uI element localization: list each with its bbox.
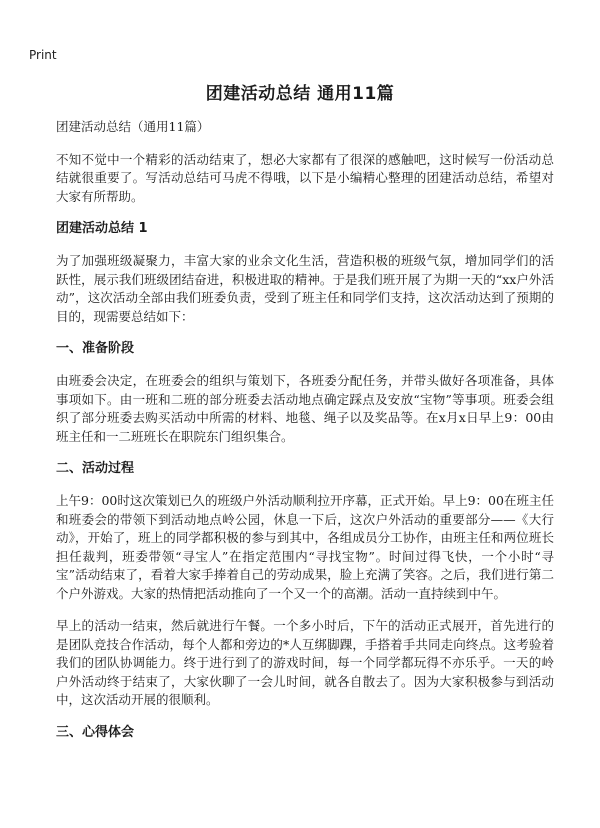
print-link[interactable]: Print — [29, 48, 57, 62]
process-paragraph-morning: 上午9：00时这次策划已久的班级户外活动顺利拉开序幕，正式开始。早上9：00在班主任和班委会的带领下到活动地点岭公园，休息一下后，这次户外活动的重要部分——《大行动》，开始了，班上的同学都积极的参与到其中，各组成员分工协作，由班主任和两位班长担任裁判，班委带领“寻宝人”在指定范围内“寻找宝物”。时间过得飞快，一个小时“寻宝”活动结束了，看着大家手捧着自己的劳动成果，脸上充满了笑容。之后，我们进行第二个户外游戏。大家的热情把活动推向了一个又一个的高潮。活动一直持续到中午。 — [56, 493, 554, 601]
section-intro-paragraph: 为了加强班级凝聚力，丰富大家的业余文化生活，营造积极的班级气氛，增加同学们的活跃性，展示我们班级团结奋进，积极进取的精神。于是我们班开展了为期一天的“xx户外活动”，这次活动全部由我们班委负责，受到了班主任和同学们支持，这次活动达到了预期的目的，现需要总结如下： — [56, 253, 554, 324]
intro-paragraph: 不知不觉中一个精彩的活动结束了，想必大家都有了很深的感触吧，这时候写一份活动总结就很重要了。写活动总结可马虎不得哦，以下是小编精心整理的团建活动总结，希望对大家有所帮助。 — [56, 151, 554, 204]
document-title: 团建活动总结 通用11篇 — [205, 84, 395, 104]
document-subtitle: 团建活动总结（通用11篇） — [56, 119, 210, 134]
heading-reflection: 三、心得体会 — [56, 724, 135, 740]
preparation-paragraph: 由班委会决定，在班委会的组织与策划下，各班委分配任务，并带头做好各项准备，具体事项如下。由一班和二班的部分班委去活动地点确定踩点及安放“宝物”等事项。班委会组织了部分班委去购买活动中所需的材料、地毯、绳子以及奖品等。在x月x日早上9：00由班主任和一二班班长在职院东门组织集合。 — [56, 373, 554, 444]
process-paragraph-afternoon: 早上的活动一结束，然后就进行午餐。一个多小时后，下午的活动正式展开，首先进行的是团队竞技合作活动，每个人都和旁边的*人互绑脚踝，手搭着手共同走向终点。这考验着我们的团队协调能力。终于进行到了的游戏时间，每一个同学都玩得不亦乐乎。一天的岭户外活动终于结束了，大家伙聊了一会儿时间，就各自散去了。因为大家积极参与到活动中，这次活动开展的很顺利。 — [56, 618, 554, 707]
document-body — [56, 118, 554, 756]
heading-process: 二、活动过程 — [56, 461, 135, 476]
heading-preparation: 一、准备阶段 — [56, 341, 135, 356]
section-title: 团建活动总结 1 — [56, 221, 148, 236]
